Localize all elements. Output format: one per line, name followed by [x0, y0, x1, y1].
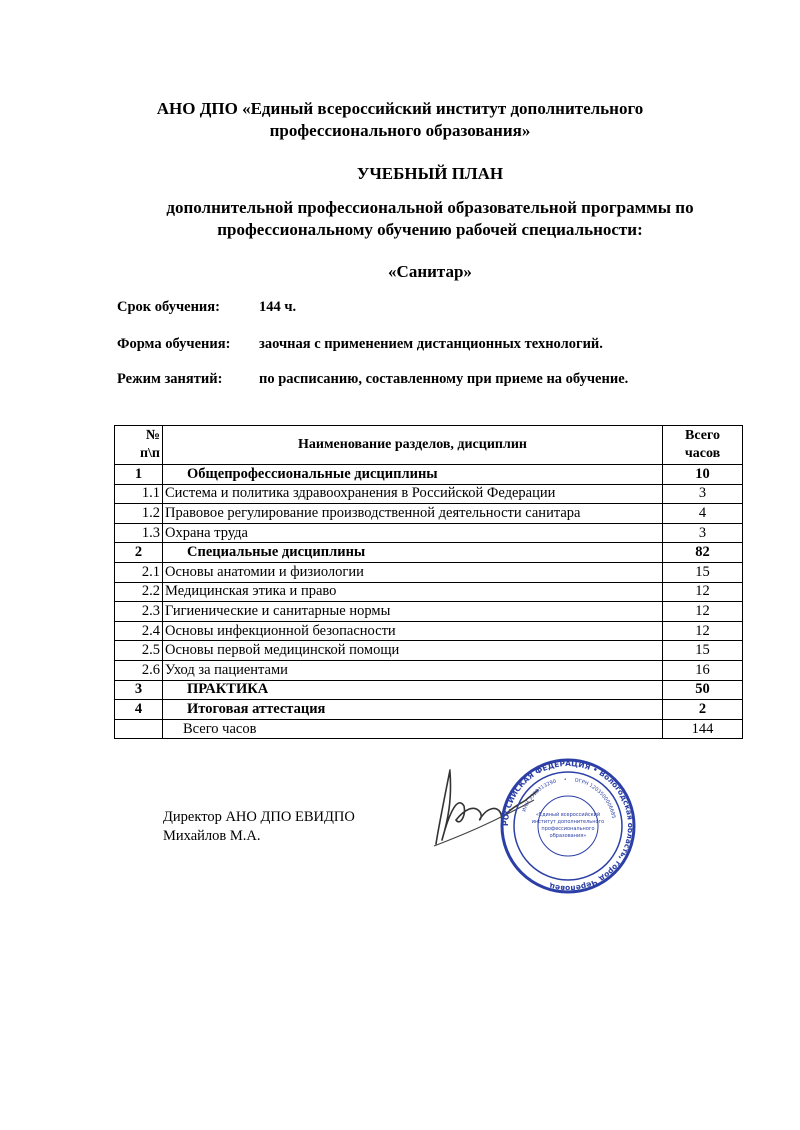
row-hours: 2 — [663, 700, 743, 720]
organization-seal — [498, 756, 638, 896]
table-row — [115, 582, 743, 602]
table-row — [115, 680, 743, 700]
col-header-number-line1: № — [145, 428, 160, 443]
form-label: Форма обучения: — [117, 336, 231, 352]
row-name: Правовое регулирование производственной деятельности санитара — [163, 504, 663, 524]
form-value: заочная с применением дистанционных технологий. — [259, 336, 603, 352]
row-name: Гигиенические и санитарные нормы — [163, 602, 663, 622]
col-header-hours-line1: Всего — [685, 428, 720, 443]
plan-subtitle — [0, 197, 800, 241]
row-number: 2 — [115, 543, 163, 563]
seal-center-line1: «Единый всероссийский — [535, 812, 601, 818]
plan-subtitle-line1: дополнительной профессиональной образовательной программы по — [166, 198, 694, 217]
col-header-number-line2: п\п — [139, 446, 160, 461]
row-number: 2.3 — [115, 602, 163, 622]
row-hours: 82 — [663, 543, 743, 563]
row-number: 1 — [115, 465, 163, 485]
row-name: Охрана труда — [163, 523, 663, 543]
mode-value: по расписанию, составленному при приеме на обучение. — [259, 371, 629, 387]
col-header-hours-line2: часов — [684, 446, 721, 461]
row-number: 2.1 — [115, 562, 163, 582]
mode-label: Режим занятий: — [117, 371, 223, 387]
table-row — [115, 700, 743, 720]
total-hours: 144 — [663, 719, 743, 739]
table-row — [115, 484, 743, 504]
row-number: 2.4 — [115, 621, 163, 641]
org-title — [0, 98, 800, 142]
col-header-number — [115, 426, 163, 465]
seal-center-line2: институт дополнительного — [531, 819, 605, 825]
row-name: Итоговая аттестация — [163, 700, 663, 720]
row-hours: 16 — [663, 660, 743, 680]
row-name: Общепрофессиональные дисциплины — [163, 465, 663, 485]
row-name: Уход за пациентами — [163, 660, 663, 680]
seal-ogrn: ОГРН 1203500006685 — [574, 777, 617, 820]
total-label: Всего часов — [163, 719, 663, 739]
table-row — [115, 660, 743, 680]
total-num-cell — [115, 719, 163, 739]
org-title-line2: профессионального образования» — [269, 121, 531, 140]
row-name: ПРАКТИКА — [163, 680, 663, 700]
duration-value: 144 ч. — [259, 299, 297, 315]
table-total-row — [115, 719, 743, 739]
row-number: 3 — [115, 680, 163, 700]
table-row — [115, 602, 743, 622]
col-header-name: Наименование разделов, дисциплин — [163, 426, 663, 465]
duration-label: Срок обучения: — [117, 299, 220, 315]
table-row — [115, 562, 743, 582]
row-hours: 10 — [663, 465, 743, 485]
director-signoff — [163, 808, 355, 846]
curriculum-table — [114, 425, 743, 739]
director-title: Директор АНО ДПО ЕВИДПО — [163, 809, 355, 825]
row-name: Система и политика здравоохранения в Российской Федерации — [163, 484, 663, 504]
seal-center-line3: профессионального — [541, 826, 595, 832]
table-row — [115, 621, 743, 641]
plan-subtitle-line2: профессиональному обучению рабочей специальности: — [217, 220, 643, 239]
org-title-line1: АНО ДПО «Единый всероссийский институт дополнительного — [156, 99, 644, 118]
row-hours: 12 — [663, 602, 743, 622]
row-name: Основы анатомии и физиологии — [163, 562, 663, 582]
row-number: 1.2 — [115, 504, 163, 524]
table-row — [115, 523, 743, 543]
row-hours: 15 — [663, 641, 743, 661]
col-header-hours — [663, 426, 743, 465]
table-header-row — [115, 426, 743, 465]
row-number: 1.3 — [115, 523, 163, 543]
row-name: Основы первой медицинской помощи — [163, 641, 663, 661]
row-hours: 50 — [663, 680, 743, 700]
row-name: Основы инфекционной безопасности — [163, 621, 663, 641]
row-number: 1.1 — [115, 484, 163, 504]
row-hours: 3 — [663, 523, 743, 543]
seal-outer-text: РОССИЙСКАЯ ФЕДЕРАЦИЯ • Вологодская область, город Череповец — [500, 758, 636, 894]
seal-separator: • — [563, 776, 568, 784]
table-row — [115, 543, 743, 563]
director-name: Михайлов М.А. — [163, 828, 261, 844]
table-row — [115, 504, 743, 524]
row-name: Специальные дисциплины — [163, 543, 663, 563]
table-row — [115, 465, 743, 485]
row-hours: 15 — [663, 562, 743, 582]
seal-center-line4: образования» — [549, 833, 587, 839]
seal-inn: ИНН 3528313290 — [521, 778, 558, 813]
row-hours: 12 — [663, 582, 743, 602]
row-name: Медицинская этика и право — [163, 582, 663, 602]
row-number: 2.6 — [115, 660, 163, 680]
row-hours: 3 — [663, 484, 743, 504]
table-row — [115, 641, 743, 661]
row-number: 2.2 — [115, 582, 163, 602]
specialty-name: «Санитар» — [388, 262, 472, 281]
row-number: 4 — [115, 700, 163, 720]
row-hours: 12 — [663, 621, 743, 641]
row-number: 2.5 — [115, 641, 163, 661]
plan-title: УЧЕБНЫЙ ПЛАН — [356, 164, 504, 183]
table-body — [115, 465, 743, 720]
row-hours: 4 — [663, 504, 743, 524]
